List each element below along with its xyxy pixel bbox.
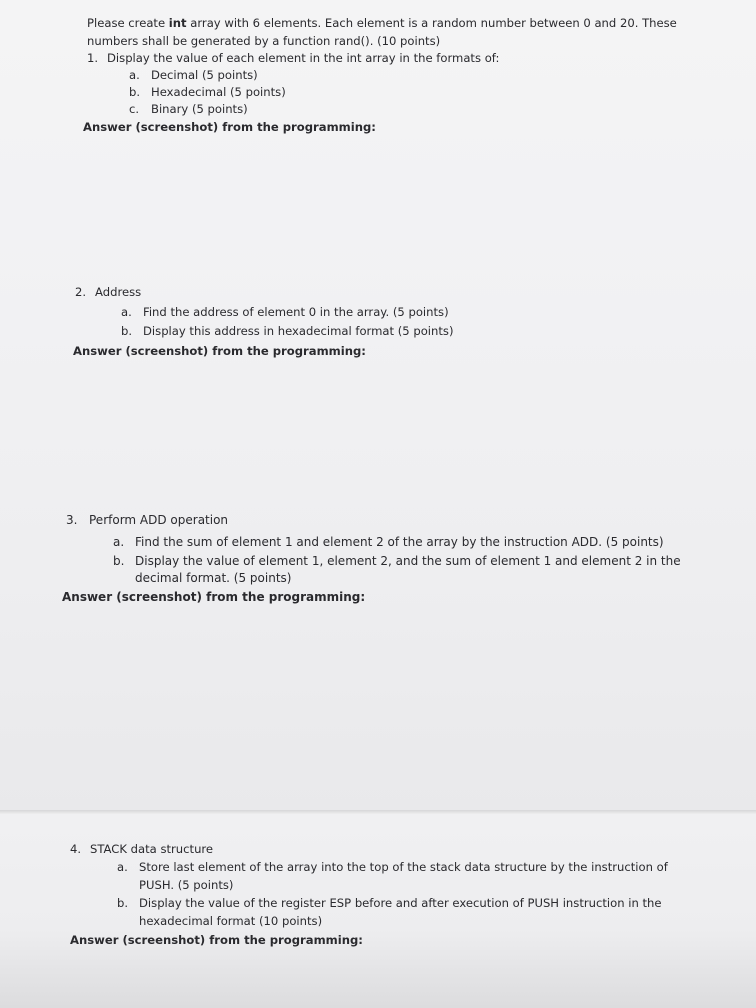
q4-sub-a-letter: a. xyxy=(117,860,128,874)
q1-sub-b-letter: b. xyxy=(129,85,141,99)
cut-off-name-label xyxy=(90,814,130,815)
q4-sub-b xyxy=(117,896,662,911)
q2-sub-b-letter: b. xyxy=(121,324,133,338)
q3-sub-b-text: Display the value of element 1, element 2, and the sum of element 1 and element 2 in the xyxy=(135,554,681,568)
q3-item xyxy=(66,513,228,528)
q2-title: Address xyxy=(95,285,142,299)
q1-intro-line1 xyxy=(87,16,677,31)
q4-title: STACK data structure xyxy=(90,842,214,856)
q2-answer-label: Answer (screenshot) from the programming: xyxy=(73,344,366,358)
q4-number: 4. xyxy=(70,842,82,856)
q4-sub-a-text: Store last element of the array into the top of the stack data structure by the instruction of xyxy=(139,860,668,874)
q1-sub-c-text: Binary (5 points) xyxy=(151,102,248,116)
q1-intro-bold: int xyxy=(168,16,187,30)
q3-sub-a xyxy=(113,535,664,550)
q2-sub-a-letter: a. xyxy=(121,305,132,319)
q1-intro-line2: numbers shall be generated by a function rand(). (10 points) xyxy=(87,34,441,48)
q1-sub-c xyxy=(129,102,248,117)
q4-item xyxy=(70,842,213,857)
q1-intro-post: array with 6 elements. Each element is a random number between 0 and 20. These xyxy=(186,16,677,30)
q1-item-text: Display the value of each element in the int array in the formats of: xyxy=(107,51,500,65)
q4-sub-b-cont: hexadecimal format (10 points) xyxy=(139,914,323,928)
q3-sub-b-cont: decimal format. (5 points) xyxy=(135,571,292,585)
q1-number: 1. xyxy=(87,51,99,65)
q3-sub-b-letter: b. xyxy=(113,554,125,568)
q1-sub-a xyxy=(129,68,258,83)
q2-number: 2. xyxy=(75,285,87,299)
q3-title: Perform ADD operation xyxy=(89,513,229,527)
q2-sub-b xyxy=(121,324,453,339)
q2-item xyxy=(75,285,141,300)
q4-sub-b-letter: b. xyxy=(117,896,129,910)
cut-off-heading xyxy=(110,0,590,2)
q2-sub-a xyxy=(121,305,449,320)
q4-sub-a xyxy=(117,860,668,875)
q1-sub-a-letter: a. xyxy=(129,68,140,82)
q4-sub-b-text: Display the value of the register ESP before and after execution of PUSH instruction in the xyxy=(139,896,662,910)
worksheet-page-bottom xyxy=(0,814,756,1008)
q1-sub-b-text: Hexadecimal (5 points) xyxy=(151,85,286,99)
q3-sub-b xyxy=(113,554,681,569)
q3-sub-a-text: Find the sum of element 1 and element 2 of the array by the instruction ADD. (5 points) xyxy=(135,535,664,549)
q3-sub-a-letter: a. xyxy=(113,535,125,549)
q3-number: 3. xyxy=(66,513,78,527)
q1-item xyxy=(87,51,499,66)
q1-sub-b xyxy=(129,85,286,100)
q1-sub-c-letter: c. xyxy=(129,102,140,116)
q1-intro-pre: Please create xyxy=(87,16,169,30)
q3-answer-label: Answer (screenshot) from the programming: xyxy=(62,590,366,604)
q4-answer-label: Answer (screenshot) from the programming: xyxy=(70,933,363,947)
q2-sub-b-text: Display this address in hexadecimal format (5 points) xyxy=(143,324,454,338)
q1-sub-a-text: Decimal (5 points) xyxy=(151,68,258,82)
q4-sub-a-cont: PUSH. (5 points) xyxy=(139,878,234,892)
q2-sub-a-text: Find the address of element 0 in the array. (5 points) xyxy=(143,305,449,319)
q1-answer-label: Answer (screenshot) from the programming: xyxy=(83,120,376,134)
